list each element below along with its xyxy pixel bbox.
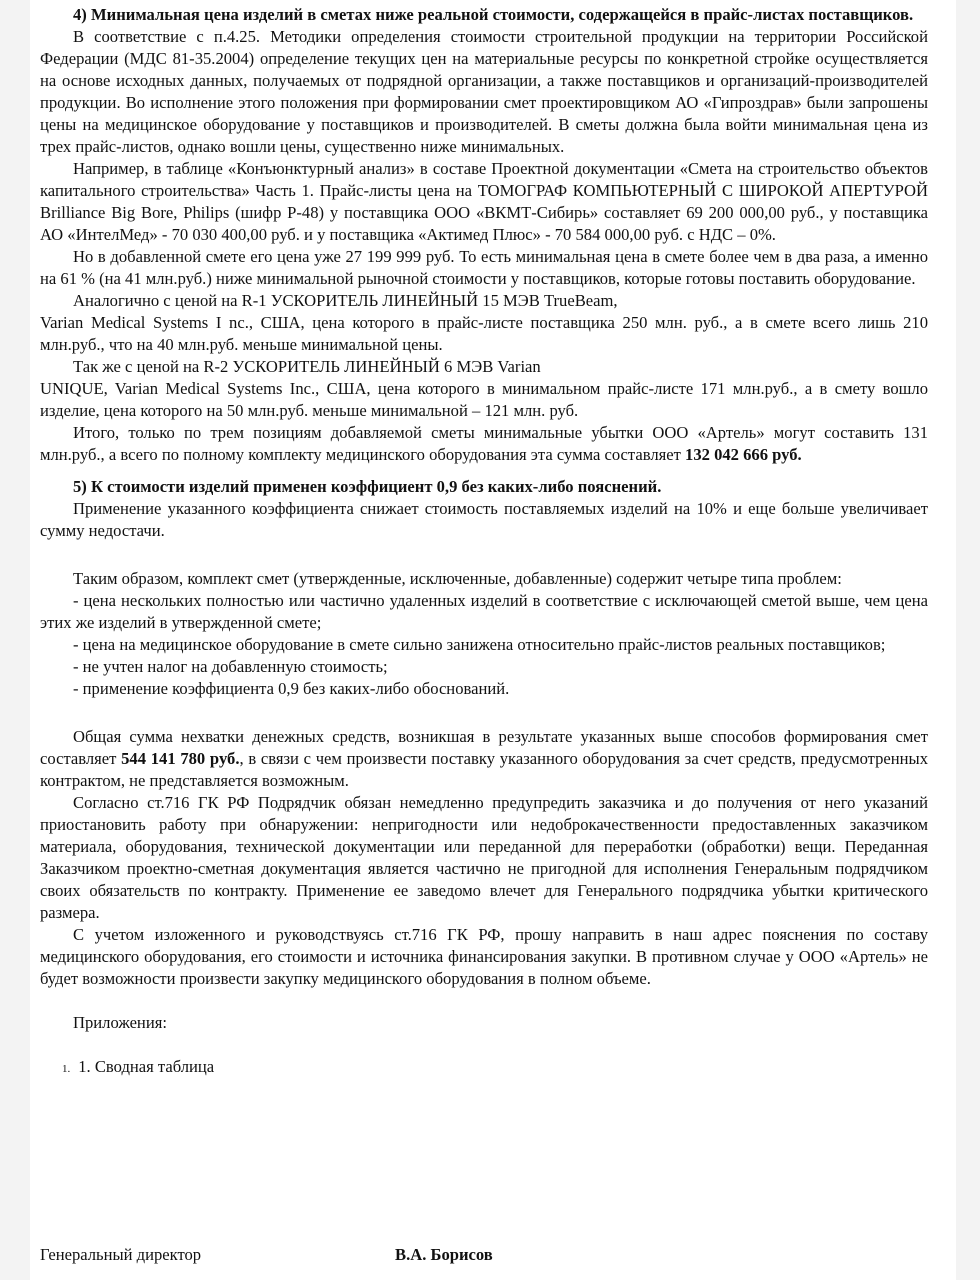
attachment-item	[62, 1056, 928, 1080]
attachment-item-label: 1. Сводная таблица	[78, 1057, 215, 1076]
signatory-position: Генеральный директор	[40, 1245, 202, 1264]
list-marker: 1.	[62, 1063, 71, 1075]
summary-total-amount: 544 141 780 руб.	[121, 749, 240, 768]
section-4-paragraph-r2-title: Так же с ценой на R-2 УСКОРИТЕЛЬ ЛИНЕЙНЫЙ 6 МЭВ Varian	[73, 357, 541, 376]
attachments-label: Приложения:	[73, 1013, 167, 1032]
problem-list-item: - цена нескольких полностью или частично удаленных изделий в соответствие с исключающей сметой выше, чем цена этих же изделий в утвержденной смете;	[40, 591, 928, 632]
document-page	[30, 0, 956, 1280]
law-reference-paragraph: Согласно ст.716 ГК РФ Подрядчик обязан немедленно предупредить заказчика и до получения от него указаний приостановить работу при обнаружении: непригодности или недоброкачественности предоставленных заказчиком материала, оборудования, технической документации или переданной для переработки (обработки) вещи. Переданная Заказчиком проектно-сметная документация является частично не пригодной для исполнения Генеральным подрядчиком своих обязательств по контракту. Применение ее заведомо влечет для Генерального подрядчика убытки критического размера.	[40, 793, 928, 922]
problem-list-item: - не учтен налог на добавленную стоимость;	[73, 657, 388, 676]
total-losses-amount: 132 042 666 руб.	[685, 445, 802, 464]
total-losses-text: Итого, только по трем позициям добавляемой сметы минимальные убытки ООО «Артель» могут составить 131 млн.руб., а всего по полному комплекту медицинского оборудования эта сумма составляет	[40, 423, 928, 464]
section-4-heading: 4) Минимальная цена изделий в сметах ниже реальной стоимости, содержащейся в прайс-листах поставщиков.	[73, 5, 914, 24]
summary-total-text-end: , в связи с чем произвести поставку указанного оборудования за счет средств, предусмотренных контрактом, не представляется возможным.	[40, 749, 928, 790]
request-paragraph: С учетом изложенного и руководствуясь ст.716 ГК РФ, прошу направить в наш адрес пояснения по составу медицинского оборудования, его стоимости и источника финансирования закупки. В противном случае у ООО «Артель» не будет возможности произвести закупку медицинского оборудования в полном объеме.	[40, 925, 928, 988]
summary-intro: Таким образом, комплект смет (утвержденные, исключенные, добавленные) содержит четыре типа проблем:	[73, 569, 842, 588]
section-4-paragraph-r1-title: Аналогично с ценой на R-1 УСКОРИТЕЛЬ ЛИНЕЙНЫЙ 15 МЭВ TrueBeam,	[73, 291, 618, 310]
section-4-paragraph-methodology: В соответствие с п.4.25. Методики определения стоимости строительной продукции на территории Российской Федерации (МДС 81-35.2004) определение текущих цен на материальные ресурсы по конкретной стройке осуществляется на основе исходных данных, получаемых от подрядной организации, а также поставщиков и организаций-производителей продукции. Во исполнение этого положения при формировании смет проектировщиком АО «Гипроздрав» были запрошены цены на медицинское оборудование у поставщиков и производителей. В сметы должна была войти минимальная цена из трех прайс-листов, однако вошли цены, существенно ниже минимальных.	[40, 27, 928, 156]
section-4-paragraph-r1-details: Varian Medical Systems I nc., США, цена которого в прайс-листе поставщика 250 млн. руб., а в смете всего лишь 210 млн.руб., что на 40 млн.руб. меньше минимальной цены.	[40, 313, 928, 354]
problem-list-item: - цена на медицинское оборудование в смете сильно занижена относительно прайс-листов реальных поставщиков;	[73, 635, 886, 654]
section-5-heading: 5) К стоимости изделий применен коэффициент 0,9 без каких-либо пояснений.	[73, 477, 662, 496]
summary-total-text: Общая сумма нехватки денежных средств, возникшая в результате указанных выше способов формирования смет составляет	[40, 727, 928, 768]
section-4-paragraph-price-difference: Но в добавленной смете его цена уже 27 199 999 руб. То есть минимальная цена в смете более чем в два раза, а именно на 61 % (на 41 млн.руб.) ниже минимальной рыночной стоимости у поставщиков, которые готовы поставить оборудование.	[40, 247, 928, 288]
problem-list-item: - применение коэффициента 0,9 без каких-либо обоснований.	[73, 679, 510, 698]
section-4-paragraph-r2-details: UNIQUE, Varian Medical Systems Inc., США, цена которого в минимальном прайс-листе 171 млн.руб., а в смету вошло изделие, цена которого на 50 млн.руб. меньше минимальной – 121 млн. руб.	[40, 379, 928, 420]
section-4-paragraph-tomograph: Например, в таблице «Конъюнктурный анализ» в составе Проектной документации «Смета на строительство объектов капитального строительства» Часть 1. Прайс-листы цена на ТОМОГРАФ КОМПЬЮТЕРНЫЙ С ШИРОКОЙ АПЕРТУРОЙ Brilliance Big Bore, Philips (шифр Р-48) у поставщика ООО «ВКМТ-Сибирь» составляет 69 200 000,00 руб., у поставщика АО «ИнтелМед» - 70 030 400,00 руб. и у поставщика «Актимед Плюс» - 70 584 000,00 руб. с НДС – 0%.	[40, 159, 928, 244]
summary-total-paragraph	[40, 726, 928, 792]
letter-body	[40, 4, 928, 1080]
section-5-paragraph: Применение указанного коэффициента снижает стоимость поставляемых изделий на 10% и еще больше увеличивает сумму недостачи.	[40, 499, 928, 540]
section-4-paragraph-total	[40, 422, 928, 466]
signatory-name: В.А. Борисов	[395, 1245, 493, 1264]
